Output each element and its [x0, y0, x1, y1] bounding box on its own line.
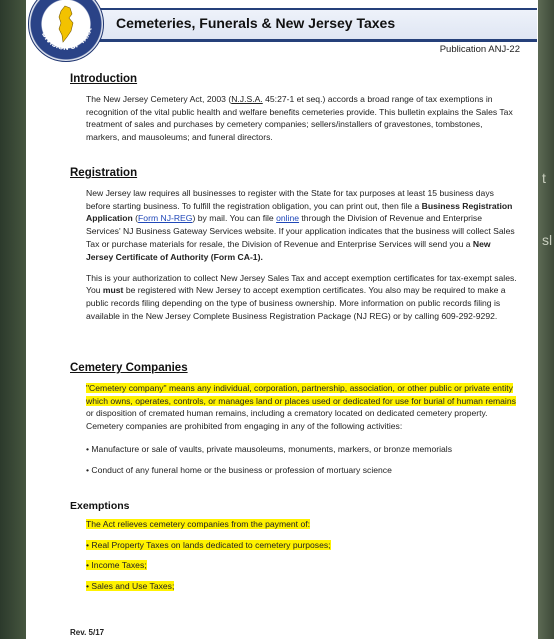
svg-text:DIVISION OF TAXATION: DIVISION OF TAXA: [39, 27, 94, 52]
publication-number: Publication ANJ-22: [439, 44, 520, 55]
online-link[interactable]: online: [276, 213, 300, 224]
registration-paragraph-2: This is your authorization to collect New Jersey Sales Tax and accept exemption certificates for tax-exempt sales. You must be registered with New Jersey to accept exemption certificates. You also may be required to make a public records filing depending on the type of business ownership. More information on public records filing is available in the New Jersey Complete Business Registration Package (NJ REG) or by calling 609-292-9292.: [86, 272, 517, 321]
definition-highlight: "Cemetery company" means any individual, corporation, partnership, association, or other public or private entity which owns, operates, controls, or manages land or places used or dedicated for use for burial of human remains: [86, 382, 516, 406]
njsa-reference: N.J.S.A.: [231, 93, 263, 104]
nj-division-of-taxation-seal-icon: [28, 0, 104, 62]
exemptions-intro: The Act relieves cemetery companies from the payment of:: [86, 518, 311, 529]
registration-section: [70, 167, 518, 323]
list-item: • Manufacture or sale of vaults, private mausoleums, monuments, markers, or bronze memorials: [86, 443, 452, 454]
exemptions-section: [70, 500, 518, 593]
page-title: Cemeteries, Funerals & New Jersey Taxes: [116, 15, 396, 31]
revision-date: Rev. 5/17: [70, 628, 105, 637]
introduction-paragraph: The New Jersey Cemetery Act, 2003 (N.J.S.A. 45:27-1 et seq.) accords a broad range of tax exemptions in recognition of the vital public health and welfare benefits cemeteries provide. This bulletin explains the Sales Tax treatment of sales and purchases by cemetery companies; sellers/installers of gravestones, tombstones, markers, and mausoleums; and funeral directors.: [86, 93, 513, 143]
background-left: [0, 0, 26, 639]
list-item: • Conduct of any funeral home or the business or profession of mortuary science: [86, 464, 392, 475]
title-bar: [86, 8, 537, 42]
document-page: [26, 0, 538, 639]
cemetery-companies-section: [70, 362, 518, 477]
cemetery-companies-heading: Cemetery Companies: [70, 362, 188, 374]
registration-paragraph-1: New Jersey law requires all businesses to register with the State for tax purposes at least 15 business days before starting business. To fulfill the registration obligation, you can print out, then file a Business Registration Application (Form NJ-REG) by mail. You can file online through the Division of Revenue and Enterprise Services' NJ Business Gateway Services website. If your application indicates that the business will collect Sales Tax or purchase materials for resale, the Division of Revenue and Enterprise Services will send you a New Jersey Certificate of Authority (Form CA-1).: [86, 187, 515, 262]
registration-heading: Registration: [70, 167, 138, 179]
exemptions-heading: Exemptions: [70, 500, 130, 512]
list-item: • Income Taxes;: [86, 560, 147, 571]
introduction-section: [70, 73, 518, 144]
background-right: [538, 0, 554, 639]
list-item: • Sales and Use Taxes;: [86, 581, 175, 592]
side-fragment: sl: [542, 232, 553, 248]
introduction-heading: Introduction: [70, 73, 138, 85]
form-nj-reg-link[interactable]: Form NJ-REG: [138, 213, 193, 224]
list-item: • Real Property Taxes on lands dedicated to cemetery purposes;: [86, 539, 331, 550]
cemetery-company-definition: "Cemetery company" means any individual, corporation, partnership, association, or other public or private entity which owns, operates, controls, or manages land or places used or dedicated for use for burial of human remains or disposition of cremated human remains, including a crematory located on dedicated cemetery property. Cemetery companies are prohibited from engaging in any of the following activities:: [86, 382, 516, 432]
side-fragment: t: [542, 170, 546, 186]
